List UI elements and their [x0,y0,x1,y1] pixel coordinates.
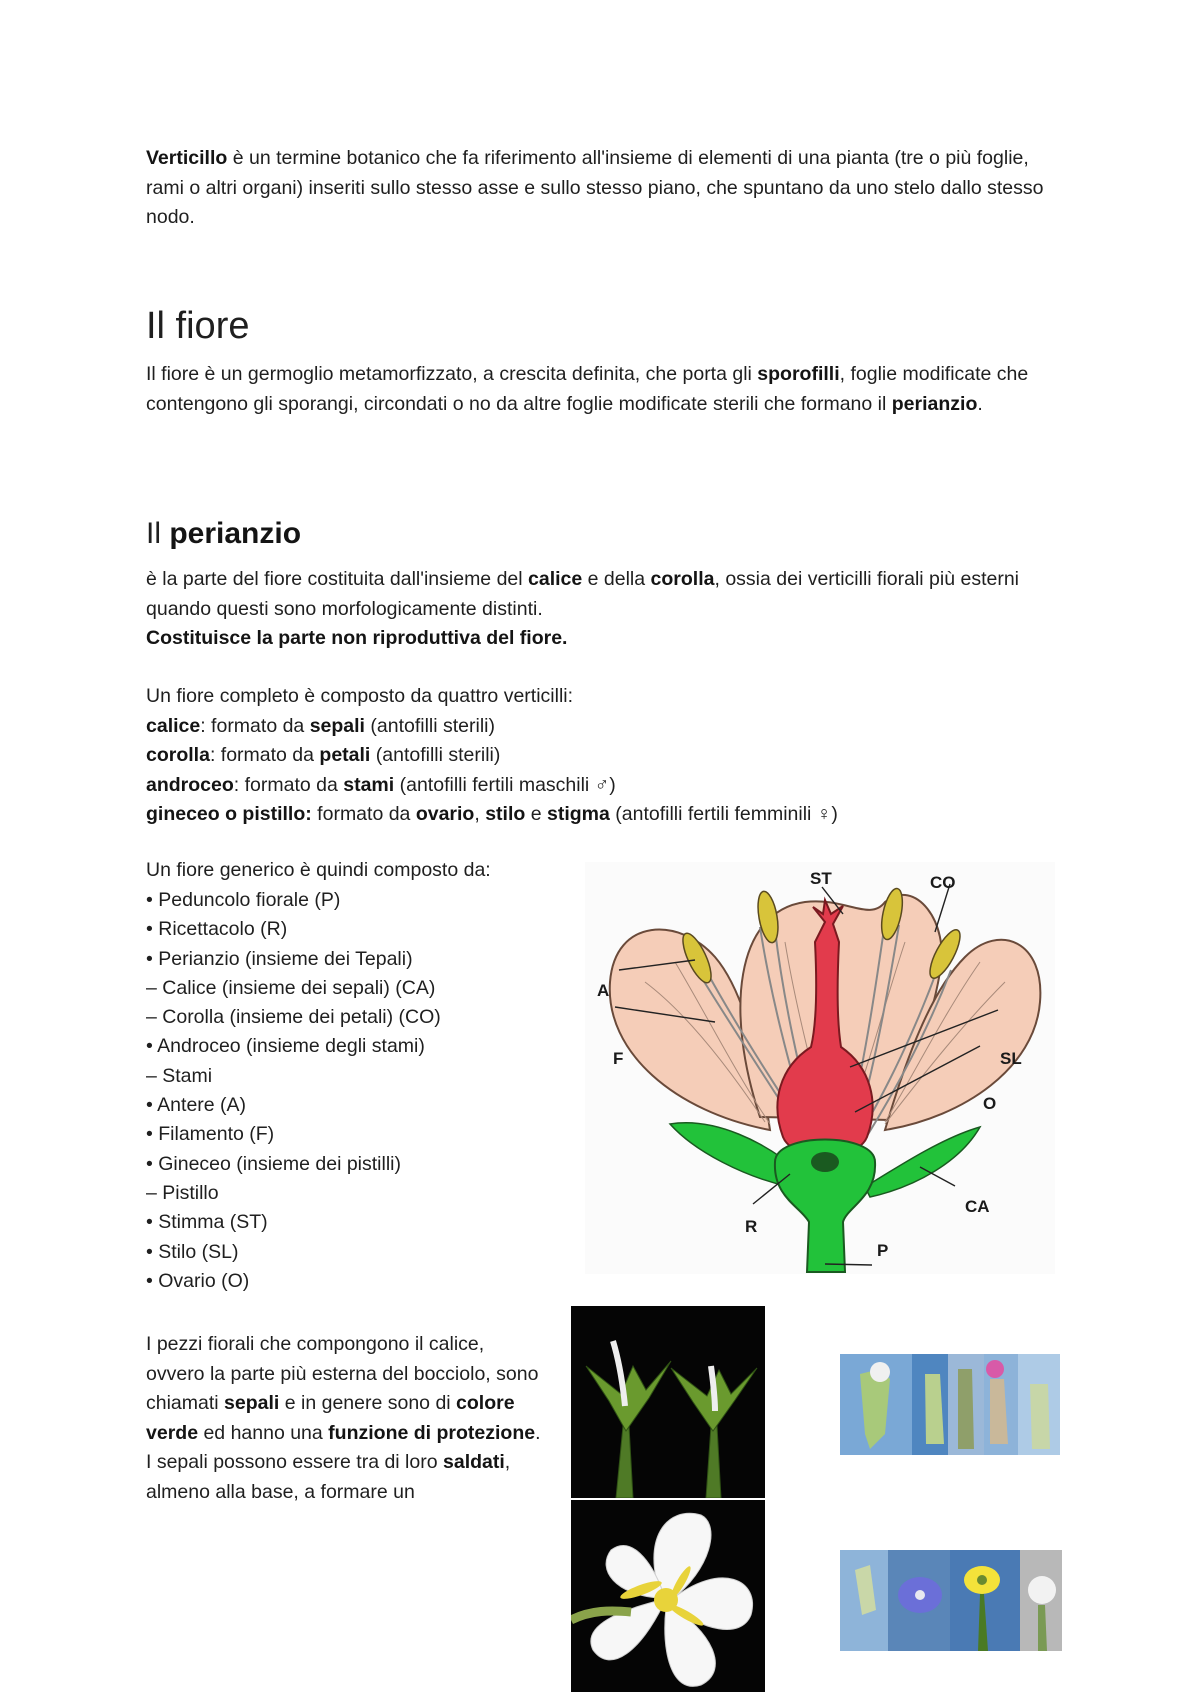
label-r: R [745,1217,758,1236]
calice-text-1: : formato da [200,714,310,737]
bold-sepali: sepali [309,714,365,737]
list-item: • Gineceo (insieme dei pistilli) [146,1152,402,1175]
bold-funzione-protezione: funzione di protezione [328,1421,536,1444]
list-item: • Androceo (insieme degli stami) [146,1035,425,1058]
photo-strip-flowers [840,1550,1062,1651]
bold-ovario: ovario [415,803,475,825]
list-item: – Calice (insieme dei sepali) (CA) [146,976,436,999]
gineceo-text-2: , [474,803,486,825]
intro-text: è un termine botanico che fa riferimento all'insieme di elementi di una pianta (tre o più foglie, rami o altri organi) inseriti sullo stesso asse e sullo stesso piano, che spuntano da uno stelo dallo stesso nodo. [146,147,1044,228]
corolla-text-1: : formato da [209,744,320,766]
perianzio-text-2: e della [582,568,651,590]
list-item: – Pistillo [146,1181,219,1204]
bold-petali: petali [319,744,371,766]
fiore-text-2: , foglie modificate che contengono gli sporangi, circondati o no da altre foglie modificate sterili che formano il [146,363,1029,415]
verticillo-androceo [146,771,1086,801]
sepali-text-5: I sepali possono essere tra di loro [146,1451,443,1473]
list-item: • Stilo (SL) [146,1240,239,1263]
term-verticillo: Verticillo [146,147,228,169]
perianzio-text-1: è la parte del fiore costituita dall'insieme del [146,568,529,590]
verticilli-block [146,682,1086,830]
heading-perianzio-prefix: Il [146,517,170,550]
list-item: • Antere (A) [146,1094,247,1117]
photo-white-flower [571,1500,765,1692]
bold-androceo-label: androceo [146,773,234,796]
fiore-paragraph [146,360,1066,419]
perianzio-text-3: , ossia dei verticilli fiorali più esterni quando questi sono morfologicamente distinti. [146,568,1020,620]
verticilli-intro: Un fiore completo è composto da quattro verticilli: [146,685,574,707]
ovary-base [811,1152,839,1172]
bold-non-riproduttiva: Costituisce la parte non riproduttiva del fiore. [146,627,568,649]
heading-il-fiore: Il fiore [146,305,250,347]
bold-sporofilli: sporofilli [757,363,840,385]
verticillo-gineceo [146,800,1086,830]
fiore-text-3: . [977,392,983,415]
verticillo-calice [146,712,1086,742]
gineceo-text-3: e [525,803,547,825]
list-item: – Corolla (insieme dei petali) (CO) [146,1006,441,1029]
label-st: ST [810,869,832,888]
bold-perianzio: perianzio [891,392,978,415]
gineceo-text-1: formato da [311,803,416,825]
label-f: F [613,1049,624,1068]
photo-strip-calyx-types [840,1354,1060,1455]
gineceo-text-4: (antofilli fertili femminili ♀) [609,803,838,825]
calice-text-2: (antofilli sterili) [364,714,496,737]
bold-corolla: corolla [650,568,715,590]
verticillo-corolla [146,741,1086,771]
bold-sepali-2: sepali [224,1392,280,1414]
heading-il-perianzio [146,514,301,554]
photo-green-calyx [571,1306,765,1498]
sepali-paragraph [146,1330,546,1507]
androceo-text-2: (antofilli fertili maschili ♂) [394,773,616,796]
list-item: • Ricettacolo (R) [146,918,288,941]
label-a: A [597,981,610,1000]
list-item: – Stami [146,1064,213,1087]
list-item: • Filamento (F) [146,1123,275,1146]
label-sl: SL [1000,1049,1022,1068]
bold-calice-label: calice [146,714,201,737]
corolla-text-2: (antofilli sterili) [370,744,501,766]
heading-perianzio-bold: perianzio [169,517,302,550]
bold-stami: stami [343,773,395,796]
list-item: • Stimma (ST) [146,1211,268,1234]
bold-stigma: stigma [546,803,610,825]
list-item: • Peduncolo fiorale (P) [146,889,341,911]
bold-saldati: saldati [443,1451,505,1473]
label-ca: CA [965,1197,990,1216]
intro-paragraph [146,144,1066,233]
sepali-text-3: ed hanno una [198,1421,329,1444]
bold-stilo: stilo [485,803,526,825]
label-o: O [983,1094,997,1113]
label-co: CO [930,873,956,892]
sepali-text-1: I pezzi fiorali che compongono il calice, ovvero la parte più esterna del bocciolo, sono chiamati [146,1333,539,1414]
bold-calice: calice [528,568,583,590]
perianzio-paragraph [146,565,1066,654]
bold-colore-verde: colore verde [146,1392,515,1444]
label-p: P [877,1241,889,1260]
fiore-text-1: Il fiore è un germoglio metamorfizzato, a crescita definita, che porta gli [146,363,758,385]
androceo-text-1: : formato da [233,773,344,796]
bold-corolla-label: corolla [146,744,210,766]
sepali-text-4: . [535,1421,541,1444]
sepali-text-2: e in genere sono di [279,1392,457,1414]
list-item: • Ovario (O) [146,1269,250,1292]
list-item: • Perianzio (insieme dei Tepali) [146,947,413,970]
generico-list [146,886,441,1296]
flower-diagram [585,862,1055,1274]
generico-intro: Un fiore generico è quindi composto da: [146,859,491,881]
bold-gineceo-label: gineceo o pistillo: [146,803,312,825]
sepali-text-6: , almeno alla base, a formare un [146,1451,511,1503]
